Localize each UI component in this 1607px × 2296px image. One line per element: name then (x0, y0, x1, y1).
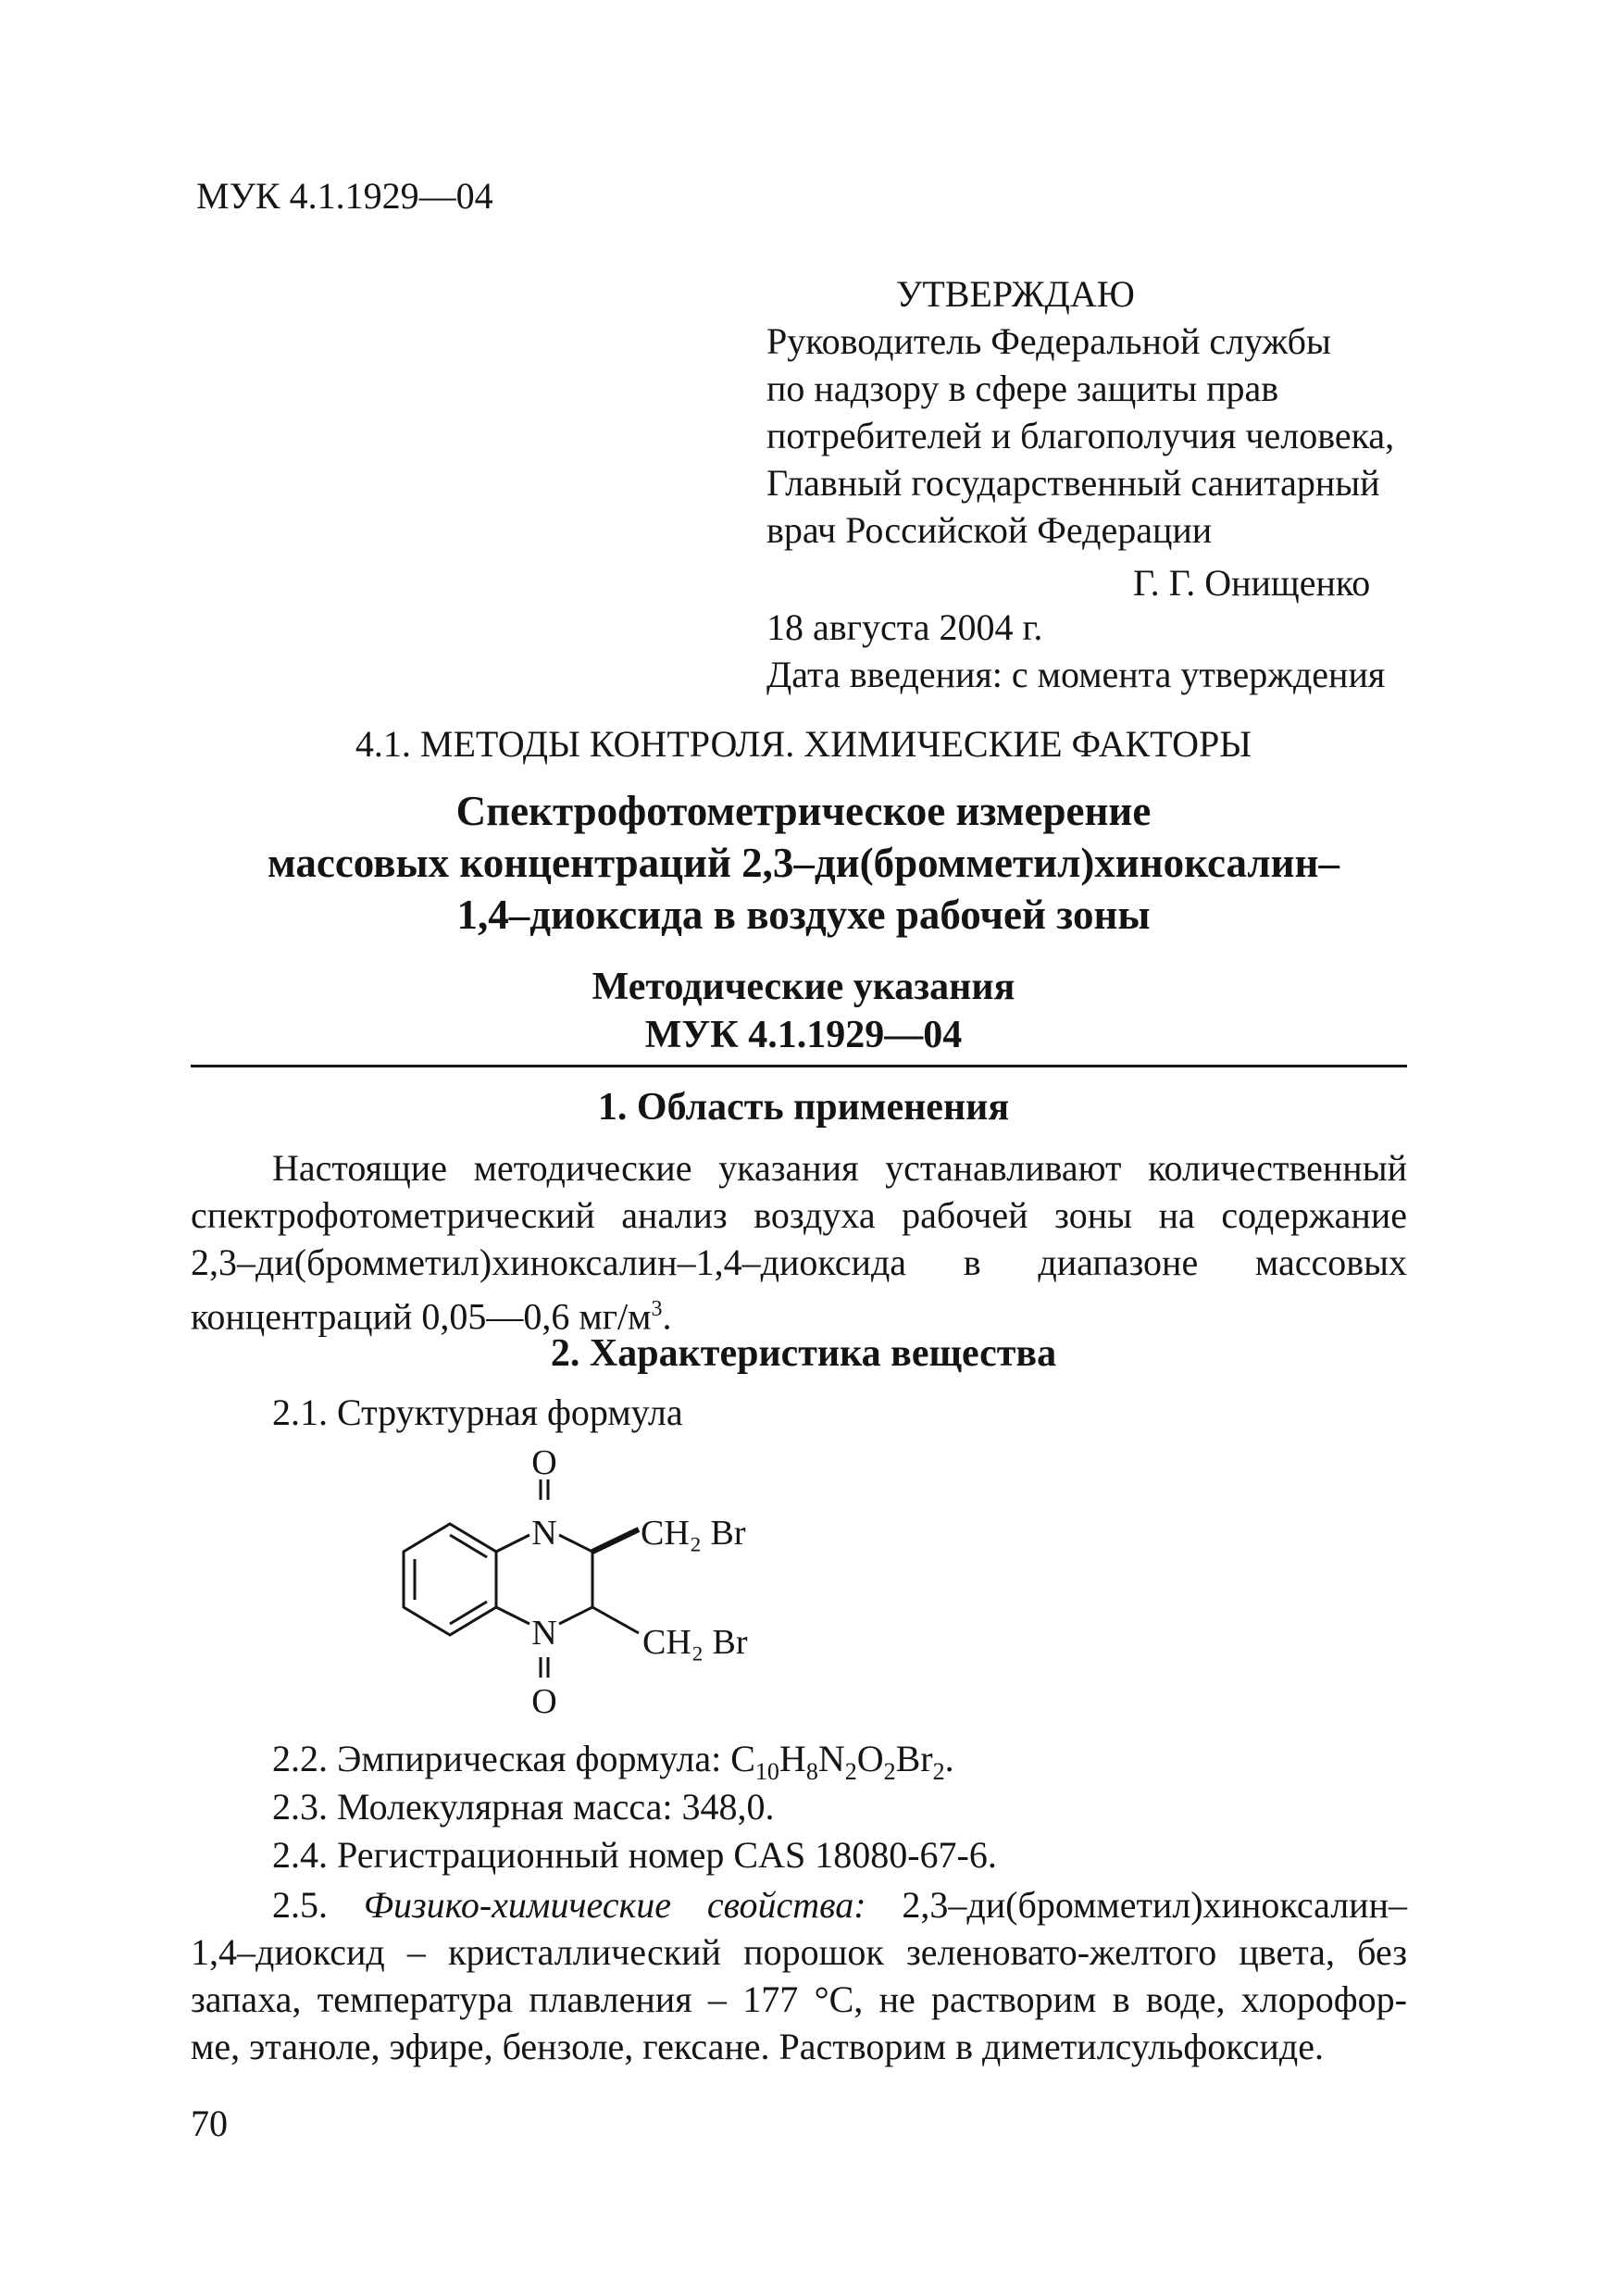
paragraph-line: Настоящие методические указания устанавливают количественный (272, 1147, 1407, 1189)
formula-element: Br (895, 1738, 933, 1779)
approval-signature: Г. Г. Онищенко (1133, 562, 1371, 604)
bromomethyl-group: CH₂ Br (642, 1623, 748, 1662)
approval-date: 18 августа 2004 г. (766, 606, 1043, 648)
item-label: 2.2. Эмпирическая формула: (272, 1738, 731, 1779)
bromomethyl-group: CH₂ Br (641, 1514, 746, 1553)
paragraph-line: спектрофотометрический анализ воздуха рабочей зоны на содержание (191, 1194, 1407, 1236)
approval-line: Главный государственный санитарный (766, 462, 1380, 504)
approval-date-block (766, 604, 1385, 698)
bond (496, 1607, 529, 1624)
cas-number-item: 2.4. Регистрационный номер CAS 18080-67-6. (272, 1834, 997, 1876)
ring-outline (404, 1524, 496, 1635)
document-type-code: МУК 4.1.1929—04 (644, 1014, 963, 1056)
properties-paragraph (191, 1881, 1407, 2070)
section-1-paragraph (191, 1144, 1407, 1340)
formula-element: C (730, 1738, 755, 1779)
formula-element: H (779, 1738, 806, 1779)
document-code: МУК 4.1.1929—04 (196, 175, 493, 217)
title-line: массовых концентраций 2,3–ди(бромметил)хиноксалин– (268, 840, 1339, 886)
paragraph-line (191, 1881, 1407, 1928)
approval-title: УТВЕРЖДАЮ (896, 273, 1135, 315)
paragraph-line: запаха, температура плавления – 177 °С, не растворим в воде, хлорофор- (191, 1978, 1407, 2020)
approval-line: потребителей и благополучия человека, (766, 415, 1395, 456)
molecular-mass-item: 2.3. Молекулярная масса: 348,0. (272, 1786, 775, 1828)
bond (559, 1535, 592, 1552)
title-line: 1,4–диоксида в воздухе рабочей зоны (456, 892, 1151, 938)
document-type (0, 963, 1607, 1059)
section-2-heading: 2. Характеристика вещества (550, 1332, 1057, 1375)
paragraph-line: ме, этаноле, эфире, бензоле, гексане. Растворим в диметилсульфоксиде. (191, 2026, 1324, 2067)
structural-formula-diagram (333, 1442, 778, 1729)
formula-subscript: 10 (754, 1758, 779, 1785)
approval-line: Руководитель Федеральной службы (766, 320, 1331, 362)
formula-subscript: 2 (932, 1758, 945, 1785)
paragraph-line: 1,4–диоксид – кристаллический порошок зеленовато-желтого цвета, без (191, 1931, 1407, 1973)
properties-label: Физико-химические свойства: (363, 1884, 866, 1926)
section-1-heading: 1. Область применения (597, 1086, 1010, 1129)
ring-double-bond (450, 1602, 487, 1624)
structural-formula-label: 2.1. Структурная формула (272, 1391, 683, 1433)
oxygen-atom: O (531, 1682, 557, 1721)
paragraph-text: . (662, 1295, 672, 1338)
approval-block (766, 270, 1414, 554)
paragraph-line: 2,3–ди(бромметил)хиноксалин–1,4–диоксида в диапазоне массовых (191, 1242, 1407, 1283)
empirical-formula-item (272, 1737, 954, 1786)
bond (496, 1535, 529, 1552)
oxygen-atom: O (531, 1443, 557, 1482)
formula-subscript: 2 (883, 1758, 896, 1785)
nitrogen-atom: N (531, 1614, 557, 1653)
formula-element: N (817, 1738, 845, 1779)
formula-element: O (856, 1738, 884, 1779)
title-divider (191, 1065, 1407, 1067)
effective-date: Дата введения: с момента утверждения (766, 654, 1386, 695)
pyrazine-ring (496, 1479, 639, 1678)
benzene-ring (404, 1524, 496, 1635)
paragraph-text: концентраций 0,05—0,6 мг/м (191, 1295, 652, 1338)
title-line: Спектрофотометрическое измерение (455, 788, 1152, 834)
page-number: 70 (191, 2103, 228, 2144)
superscript: 3 (651, 1297, 663, 1321)
bond (592, 1607, 639, 1633)
section-code: 4.1. МЕТОДЫ КОНТРОЛЯ. ХИМИЧЕСКИЕ ФАКТОРЫ (355, 723, 1252, 765)
wedge-bond (592, 1529, 639, 1552)
bond (559, 1607, 592, 1624)
nitrogen-atom: N (531, 1514, 557, 1553)
document-title (0, 785, 1607, 941)
formula-subscript: 8 (805, 1758, 818, 1785)
ring-double-bond (450, 1535, 487, 1557)
item-label: 2.5. (272, 1884, 364, 1926)
document-type-name: Методические указания (592, 966, 1015, 1008)
paragraph-text: 2,3–ди(бромметил)хиноксалин– (866, 1884, 1407, 1926)
formula-end: . (944, 1738, 954, 1779)
approval-line: врач Российской Федерации (766, 509, 1213, 551)
formula-subscript: 2 (844, 1758, 857, 1785)
approval-line: по надзору в сфере защиты прав (766, 368, 1279, 409)
